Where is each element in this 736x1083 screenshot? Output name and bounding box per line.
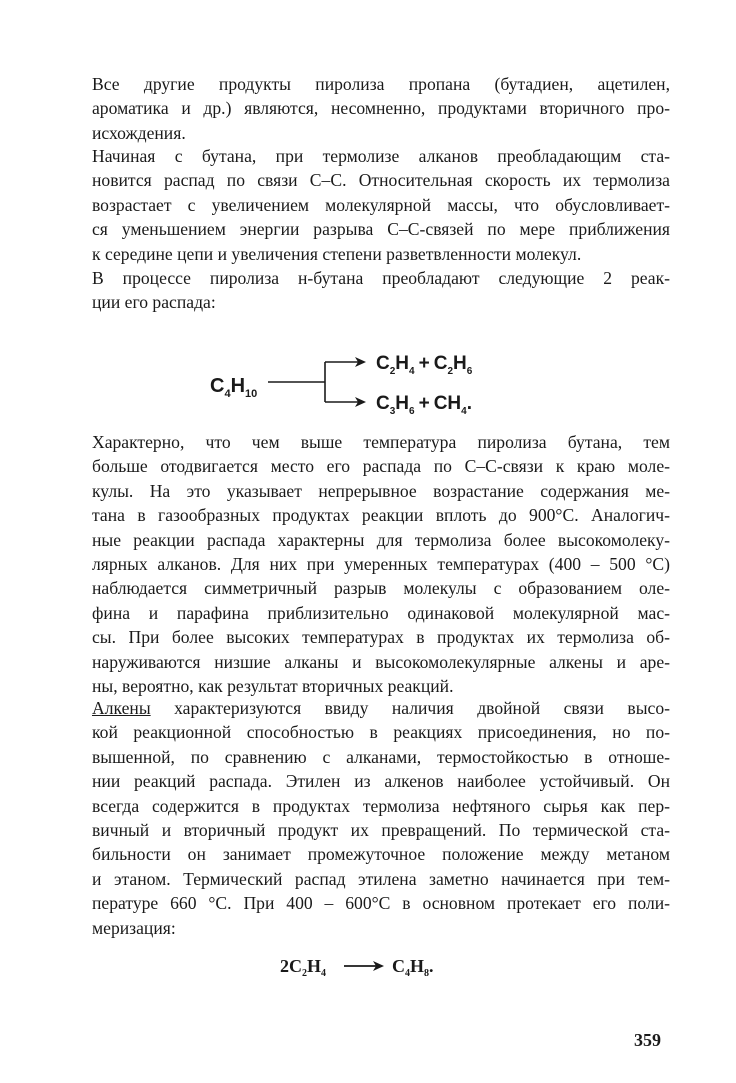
arrowheads xyxy=(355,357,366,407)
text-line: кулы. На это указывает непрерывное возрастание содержания ме- xyxy=(92,480,670,501)
paragraph-pyrolysis-products xyxy=(92,72,670,145)
text-line: ции его распада: xyxy=(92,292,216,313)
paragraph-butane-thermolysis xyxy=(92,144,670,266)
product-formula: $C_4H_8$. xyxy=(392,956,434,979)
text-line: пературе 660 °С. При 400 – 600°С в основном протекает его поли- xyxy=(92,893,670,914)
text-line: вышенной, по сравнению с алканами, термостойкостью в отноше- xyxy=(92,746,670,767)
text-line: бильности он занимает промежуточное положение между метаном xyxy=(92,844,670,865)
text-line: вичный и вторичный продукт их превращений. По термической ста- xyxy=(92,820,670,841)
butane-decomposition-scheme xyxy=(210,342,530,422)
ethylene-polymerization-equation xyxy=(280,950,480,980)
text-line: и этаном. Термический распад этилена заметно начинается при тем- xyxy=(92,868,670,889)
text-line: больше отодвигается место его распада по С–С-связи к краю моле- xyxy=(92,456,670,477)
text-line: новится распад по связи С–С. Относительная скорость их термолиза xyxy=(92,170,670,191)
text-line: ся уменьшением энергии разрыва С–С-связей по мере приближения xyxy=(92,219,670,240)
text-line: ароматика и др.) являются, несомненно, продуктами вторичного про- xyxy=(92,98,670,119)
text-line: Характерно, что чем выше температура пиролиза бутана, тем xyxy=(92,432,670,452)
alkenes-term: Алкены xyxy=(92,698,151,718)
text-line: Все другие продукты пиролиза пропана (бутадиен, ацетилен, xyxy=(92,74,670,94)
text-line-rest: характеризуются ввиду наличия двойной связи высо- xyxy=(150,698,670,718)
text-line: наблюдается симметричный разрыв молекулы с образованием оле- xyxy=(92,578,670,599)
text-line: фина и парафина приблизительно одинаковой молекулярной мас- xyxy=(92,602,670,623)
text-line: наруживаются низшие алканы и высокомолекулярные алкены и аре- xyxy=(92,651,670,672)
text-line: В процессе пиролиза н-бутана преобладают следующие 2 реак- xyxy=(92,268,670,288)
text-line: ны, вероятно, как результат вторичных реакций. xyxy=(92,676,454,697)
text-line: нии реакций распада. Этилен из алкенов наиболее устойчивый. Он xyxy=(92,771,670,792)
text-line: лярных алканов. Для них при умеренных температурах (400 – 500 °С) xyxy=(92,554,670,575)
paragraph-alkenes xyxy=(92,696,670,940)
text-line: исхождения. xyxy=(92,122,186,143)
upper-products: $C_2H_4 + C_2H_6$ xyxy=(376,353,473,377)
text-line: кой реакционной способностью в реакциях присоединения, но по- xyxy=(92,722,670,743)
text-line: Начиная с бутана, при термолизе алканов преобладающим ста- xyxy=(92,146,670,166)
paragraph-butane-cleavage xyxy=(92,430,670,698)
text-line: к середине цепи и увеличения степени разветвленности молекул. xyxy=(92,243,582,264)
text-line: меризация: xyxy=(92,917,176,938)
text-line: ные реакции распада характерны для термолиза более высокомолеку- xyxy=(92,529,670,550)
text-line: всегда содержится в продуктах термолиза нефтяного сырья как пер- xyxy=(92,795,670,816)
reactant-formula: $C_4H_{10}$ xyxy=(210,375,258,400)
text-line: возрастает с увеличением молекулярной массы, что обусловливает- xyxy=(92,194,670,215)
branching-arrow xyxy=(268,362,358,402)
paragraph-n-butane-reactions xyxy=(92,266,670,315)
text-line xyxy=(92,696,670,720)
lower-products: $C_3H_6 + CH_4$. xyxy=(376,393,472,417)
reactant-formula: $2C_2H_4$ xyxy=(280,956,327,979)
page-number: 359 xyxy=(634,1030,661,1050)
text-line: тана в газообразных продуктах реакции вплоть до 900°С. Аналогич- xyxy=(92,505,670,526)
text-line: сы. При более высоких температурах в продуктах их термолиза об- xyxy=(92,627,670,648)
